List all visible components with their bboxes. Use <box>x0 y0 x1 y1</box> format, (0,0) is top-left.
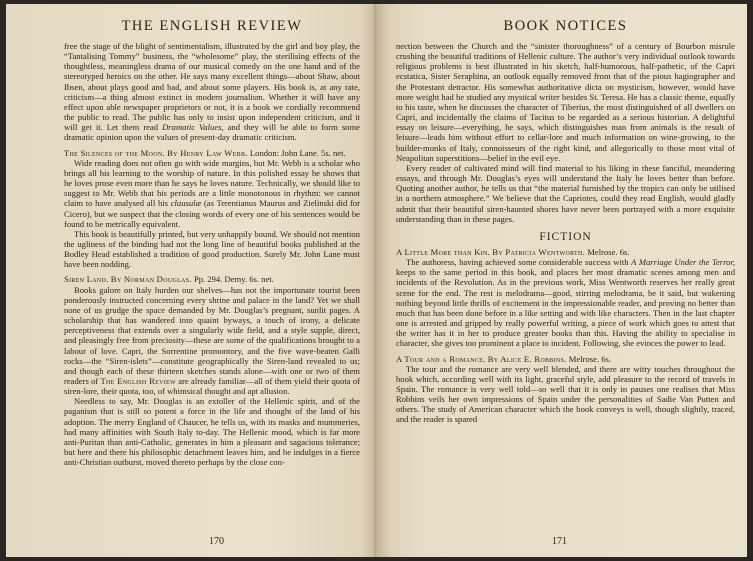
right-running-head: BOOK NOTICES <box>503 18 628 34</box>
page-number: 171 <box>552 536 567 547</box>
review-heading: Siren Land. By Norman Douglas. Pp. 294. Demy. 6s. net. <box>64 274 274 285</box>
review-paragraph: Wide reading does not often go with wide margins, but Mr. Webb is a scholar who brings all his learning to the worship of nature. In this polished essay he shows that he loves prose even more than he says he loves nature. Technically, we should like to suggest to Mr. Webb that his periods are a little monotonous in rhythm: we cannot claim to have analysed all his clausulæ (as Terentianus Maurus and Zielinski did for Cicero), but we suspect that the closing words of every one of his sentences would be found to be metrically equivalent. <box>64 157 360 229</box>
review-paragraph: The authoress, having achieved some considerable success with A Marriage Under the Terror, keeps to the same period in this book, and places her most dramatic scenes among men and incidents of the Revolution. As in the previous work, Miss Wentworth reserves her really great scene for the end. The rest is melodrama—good, stirring melodrama, be it said, but wakening nothing beyond little thrills of excitement in the impressionable reader, and proving no better than much that has been done before in a like setting and with like characters. Then in the last chapter one is arrested and gripped by really powerful writing, a piece of work which goes to attest that the writer has it in her to produce greater books than this. Having the ability to specialise in character, she gives too prominent a place to incident. Following, she evinces the power to lead. <box>396 257 735 349</box>
section-title: FICTION <box>539 230 592 243</box>
review-heading: A Little More than Kin. By Patricia Wentworth. Melrose. 6s. <box>396 246 630 257</box>
right-page-text <box>396 41 735 425</box>
continued-paragraph: nection between the Church and the “sinister thoroughness” of a century of Bourbon misrule crushing the beautiful traditions of Hellenic culture. The author’s very individual outlook towards religious problems is best illustrated in his sketch, half-humorous, half-pathetic, of the Capri ecstatica, Sister Seraphina, an outlook equally removed from that of the pious hagiographer and the Protestant detractor. His somewhat authoritative dicta on mysticism, however, would have more weight had he studied any mystical writer besides St. Teresa. He has a classic theme, equally to his taste, when he discusses the character of Tiberius, the most distinguished of all dwellers on Capri, and incidentally the claims of Tacitus to be regarded as a serious historian. A delightful essay on leisure—everything, he says, which distinguishes man from animals is the result of leisure—leads him without effort to cellar-lore and much information on wine-growing, to the builder-monks of Italy, connoisseurs of the right kind, and allegorically to those most vital of Neapolitan superstitions—belief in the evil eye. <box>396 41 735 163</box>
binding-shadow <box>376 4 390 557</box>
intro-paragraph: free the stage of the blight of sentimentalism, illustrated by the girl and boy play, the “Tantalising Tommy” business, the “wholesome” play, the sterilising effects of the thoughtless, meaningless drama of our musical comedy on the one hand and of the stereotyped heroics on the other. He says many excellent things—about Shaw, about Ibsen, about plays good and bad, and about some players. His book is, at any rate, criticism—a thing almost extinct in modern journalism. Whether it will have any effect upon able newspaper proprietors or not, it is a book we cordially recommend the public to read. The public has only to insist upon independent criticism, and it will get it. Let them read Dramatic Values, and they will be able to form some dramatic opinion upon the values of present-day dramatic criticism. <box>64 41 360 143</box>
review-heading: The Silences of the Moon. By Henry Law Webb. London: John Lane. 5s. net. <box>64 147 346 158</box>
right-page <box>376 4 747 557</box>
book-spread <box>6 4 747 557</box>
left-page <box>6 4 376 557</box>
review-paragraph: The tour and the romance are very well blended, and there are witty touches throughout the book which, according well with its light, graceful style, add pleasure to the record of travels in Spain. The romance is very well told—so well that it is only in pauses one realises that Miss Robbins veils her own impressions of Spain under the personalities of Sadie Van Putten and others. The study of American character which the book conveys is well, though slightly, traced, and the reader is spared <box>396 363 735 425</box>
page-number: 170 <box>209 536 224 547</box>
left-page-text <box>64 41 360 467</box>
review-paragraph: This book is beautifully printed, but very unhappily bound. We should not mention the ugliness of the binding had not the long line of beautiful books published at the Bodley Head established a tradition of good production. Surely Mr. John Lane must have been nodding. <box>64 228 360 270</box>
review-heading: A Tour and a Romance. By Alice E. Robbins. Melrose. 6s. <box>396 353 612 364</box>
review-paragraph: Needless to say, Mr. Douglas is an extoller of the Hellenic spirit, and of the paganism that is still so potent a force in the life and thought of the land of his adoption. The merry England of Chaucer, he tells us, with its masks and mummeries, had many affinities with South Italy to-day. The Hellenic mood, which is far more anti-Puritan than anti-Catholic, generates in him a pleasant and sagacious tolerance; but here and there his philosophic detachment leaves him, and he indulges in a fierce anti-Christian outburst, moved thereto perhaps by the close con- <box>64 396 360 468</box>
left-running-head: THE ENGLISH REVIEW <box>121 18 303 34</box>
review-paragraph: Books galore on Italy burden our shelves—has not the importunate tourist been ponderously instructed concerning every shrine and palace in the land? Yet we shall none of us grudge the space demanded by Mr. Douglas’s pregnant, sunlit pages. A scholarship that has wandered into quaint byways, a touch of irony, a delicate perceptiveness that extends over a singularly wide field, and a style supple, direct, and pleasingly free from preciosity—these are some of the qualifications brought to a labour of love. Capri, the Sorrentine promontory, and the five wave-beaten Galli rocks—the “Siren-islets”—constitute geographically the Siren-land revealed to us; and though each of these thirteen sketches stands alone—with one or two of them readers of The English Review are already familiar—all of them yield their quota of siren-lore, their quota, too, of whimsical thought and apt allusion. <box>64 284 361 397</box>
review-paragraph: Every reader of cultivated mind will find material to his liking in these fanciful, meandering essays, and through Mr. Douglas’s eyes will understand the Italy he loves better than before. Quoting another author, he tells us that “the material furnished by the tropics can only be utilised in a northern atmosphere.” We believe that the Capriotes, could they read English, would gladly admit that their beautiful siren-haunted shores have never been portrayed with a more exquisite understanding than in these pages. <box>396 162 735 224</box>
